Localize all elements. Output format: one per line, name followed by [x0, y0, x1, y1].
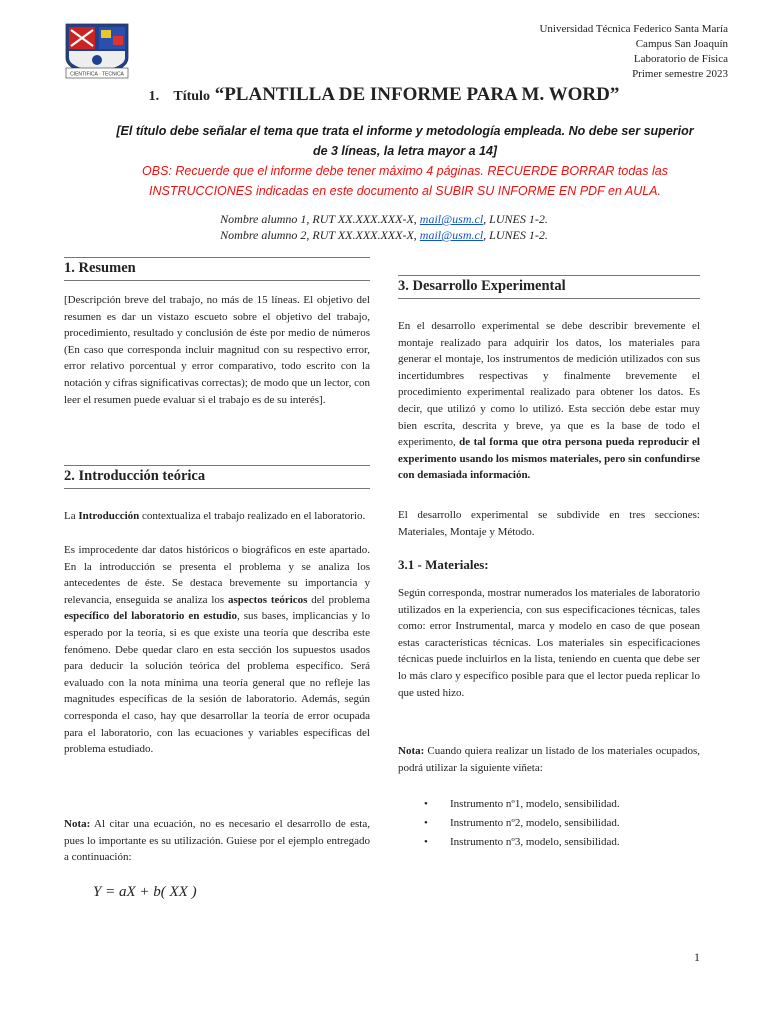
list-item: • Instrumento nº1, modelo, sensibilidad. — [424, 795, 700, 814]
section-heading-introduccion: 2. Introducción teórica — [64, 465, 370, 489]
intro-paragraph-2: Es improcedente dar datos históricos o biográficos en este apartado. En la introducción se presenta el problema y se analiza los antecedentes de éste. Se destaca brevemente su importancia y relevancia, enseguida se analiza los aspectos teóricos del problema específico del laboratorio en estudio, sus bases, implicancias y lo esperado por la teoría, si es que existe una teoría que describa este fenómeno. Debe quedar claro en esta sección los supuestos usados para deducir la solución teórica del problema específico. Será evaluado con la nota mínima una teoría general que no refleje las magnitudes específicas de la sesión de laboratorio. Además, según corresponda el caso, hay que desarrollar la teoría de error ocupada para el laboratorio, con las ecuaciones y variables específicas del problema estudiado. — [64, 544, 370, 756]
title-instruction: [El título debe señalar el tema que trata el informe y metodología empleada. No debe ser superior de 3 líneas, la letra mayor a 14] — [116, 124, 694, 158]
title-prefix: Título — [173, 89, 210, 104]
title-number: 1. — [148, 89, 160, 104]
list-item: • Instrumento nº2, modelo, sensibilidad. — [424, 814, 700, 833]
university-logo — [60, 22, 134, 80]
intro-paragraph-1: La Introducción contextualiza el trabajo realizado en el laboratorio. — [64, 510, 366, 522]
subsection-heading-materiales: 3.1 - Materiales: — [398, 557, 489, 572]
lab-name: Laboratorio de Física — [633, 53, 728, 65]
institution-header — [539, 22, 728, 82]
author-line: Nombre alumno 1, RUT XX.XXX.XXX-X, mail@usm.cl, LUNES 1-2. — [220, 212, 548, 226]
section-heading-resumen: 1. Resumen — [64, 257, 370, 281]
author-line: Nombre alumno 2, RUT XX.XXX.XXX-X, mail@usm.cl, LUNES 1-2. — [220, 228, 548, 242]
semester: Primer semestre 2023 — [632, 68, 728, 80]
materials-bullet-list — [424, 795, 700, 852]
campus-name: Campus San Joaquín — [635, 38, 728, 50]
title-text: “PLANTILLA DE INFORME PARA M. WORD” — [214, 84, 620, 105]
resumen-body: [Descripción breve del trabajo, no más de 15 líneas. El objetivo del resumen es dar un vistazo escueto sobre el objetivo del trabajo, procedimiento, resultado y conclusión de éste por medio de números (En caso que corresponda incluir magnitud con su respectivo error, error relativo porcentual y error comparativo, todo escrito con la notación y cifras significativas correctas); de modo que un lector, con leer el resumen puede evaluar si el trabajo es de su interés]. — [64, 294, 370, 406]
page-number: 1 — [694, 950, 700, 964]
university-name: Universidad Técnica Federico Santa María — [539, 23, 728, 35]
intro-note: Nota: Al citar una ecuación, no es necesario el desarrollo de esta, pues lo importante es su utilización. Guiese por el ejemplo entregado a continuación: — [64, 818, 370, 864]
authors-block — [0, 211, 768, 243]
list-item: • Instrumento nº3, modelo, sensibilidad. — [424, 833, 700, 852]
document-title — [0, 84, 768, 106]
author-email-link[interactable]: mail@usm.cl — [419, 212, 484, 226]
example-equation: Y = aX + b( XX ) — [93, 884, 197, 900]
desarrollo-paragraph-1: En el desarrollo experimental se debe describir brevemente el montaje realizado para adquirir los datos, los materiales para generar el montaje, los instrumentos de medición utilizados con sus incertidumbres respectivas y finalmente brevemente el procedimiento experimental realizado para obtener los datos. Es decir, que utilizó y como lo utilizó. Esta sección debe estar muy bien escrita, descrita y breve, ya que es la base de todo el experimento, de tal forma que otra persona pueda reproducir el experimento usando los mismos materiales, pero sin confundirse con demasiada información. — [398, 320, 700, 482]
desarrollo-paragraph-2: El desarrollo experimental se subdivide en tres secciones: Materiales, Montaje y Método. — [398, 509, 700, 538]
materiales-note: Nota: Cuando quiera realizar un listado de los materiales ocupados, podrá utilizar la siguiente viñeta: — [398, 745, 700, 774]
author-email-link[interactable]: mail@usm.cl — [419, 228, 484, 242]
section-heading-desarrollo: 3. Desarrollo Experimental — [398, 275, 700, 299]
svg-text:CIENTIFICA · TECNICA: CIENTIFICA · TECNICA — [70, 71, 124, 78]
materiales-paragraph: Según corresponda, mostrar numerados los materiales de laboratorio utilizados en la experiencia, con sus especificaciones técnicas, tales como: error Instrumental, marca y modelo en caso de que posean estas características técnicas. Los materiales sin especificaciones técnicas puede incluirlos en la lista, teniendo en cuenta que debe ser lo más claro y específico posible para que el lector pueda replicar lo que usted hizo. — [398, 587, 700, 699]
obs-warning: OBS: Recuerde que el informe debe tener máximo 4 páginas. RECUERDE BORRAR todas las INSTRUCCIONES indicadas en este documento al SUBIR SU INFORME EN PDF en AULA. — [142, 164, 668, 198]
